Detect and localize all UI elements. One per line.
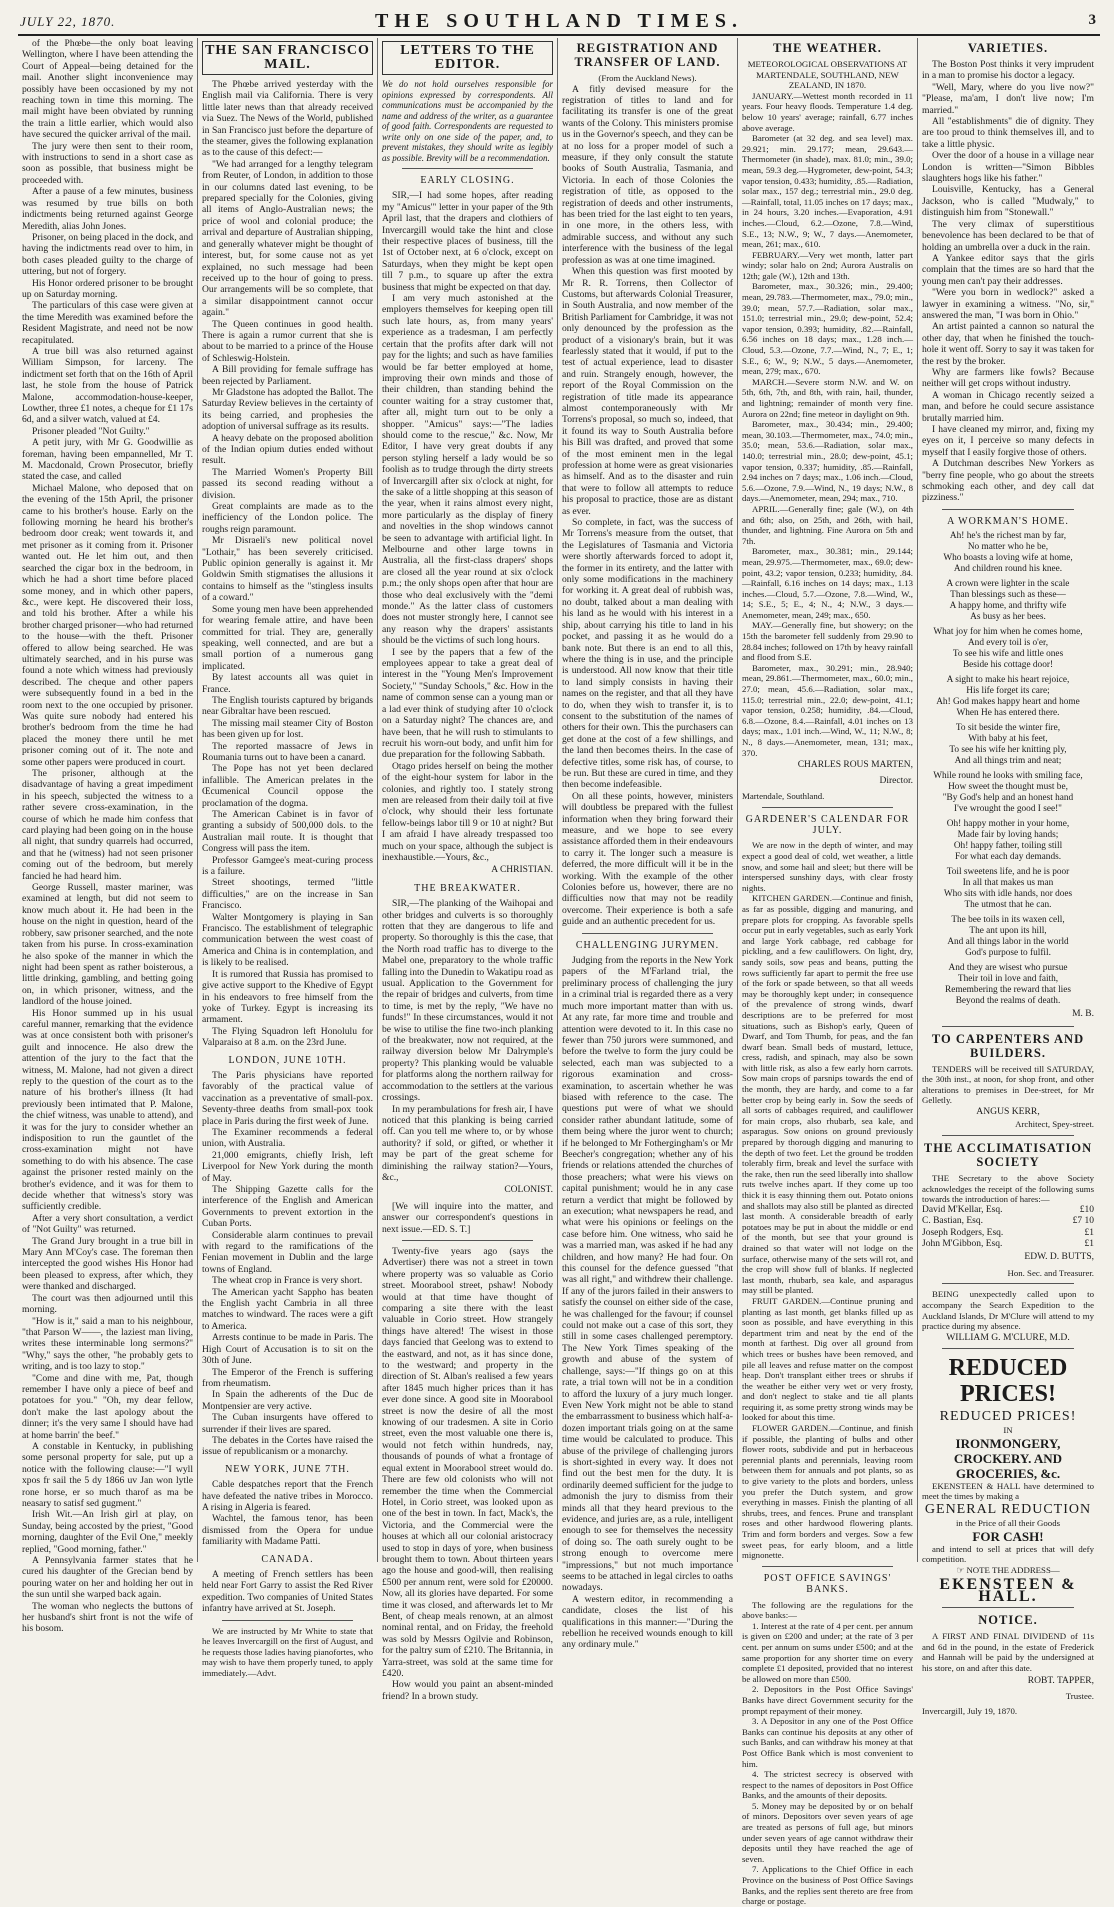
misc-paragraphs	[382, 1246, 553, 1702]
paragraph: Barometer, max., 30.326; min., 29.400; mean, 29.783.—Thermometer, max., 79.0; min., 39.0; mean, 57.7.—Radiation, solar max., 151.0; terrestrial min., 29.0; dew-point, 52.4; vapor tension, 0.393; humidity, .82.—Rainfall, 6.56 inches on 18 days; max., 1.28 inch.—Cloud, 5.3.—Ozone, 7.7.—Wind, N., 7; E., 1; S.E., 6; W., 9; N.W., 5 days.—Anemometer, mean, 279; max., 670.	[742, 281, 913, 377]
poem-line: Who boasts a loving wife at home,	[943, 553, 1073, 564]
pointing-hand-icon: ☞	[956, 1564, 967, 1575]
paragraph: FLOWER GARDEN.—Continue, and finish if possible, the planting of bulbs and other flower roots, subdivide and put in herbaceous perennial plants and perennials, leaving room between them for annuals and pot plants, so as to give variety to the plots and borders, unless you prefer the Dutch system, and grow everything in masses. Finish the planting of all shrubs, trees, and fences. Prune and transplant roses and other hardwood flowering plants. Trim and form borders and verges. Sow a few sweet peas, for early bloom, and a little mignonette.	[742, 1423, 913, 1561]
paragraph: "How is it," said a man to his neighbour, "that Parson W——, the laziest man living, writes these interminable long sermons?" "Why," says the other, "he probably gets to writing, and is too lazy to stop."	[22, 1315, 193, 1373]
canada-news-body	[202, 1569, 373, 1615]
mclure-notice-text: BEING unexpectedly called upon to accompany the Search Expedition to the Auckland Islands, Dr M'Clure will attend to my practice during my absence.	[922, 1289, 1094, 1332]
paragraph: 1. Interest at the rate of 4 per cent. per annum is given on £200 and under; at the rate of 3 per cent. per annum on sums under £500; and at the same proportion for any shorter time on every complete £1 deposited, provided that no interest be allowed on more than £500.	[742, 1620, 913, 1684]
donation-amount: £10	[1079, 1204, 1094, 1215]
poem-line: Beside his cottage door!	[962, 660, 1054, 671]
paragraph: The American yacht Sappho has beaten the English yacht Cambria in all three matches to windward. The races were a gift to America.	[202, 1286, 373, 1332]
reduced-prices-in: IN	[1003, 1425, 1013, 1436]
for-cash: FOR CASH!	[972, 1528, 1044, 1544]
poem-line: What joy for him when he comes home,	[933, 627, 1083, 638]
paragraph: SIR,—I had some hopes, after reading my "Amicus'" letter in your paper of the 9th April last, that the drapers and clothiers of Invercargill would take the hint and close their respective places of business, till the 1st of October next, at 6 o'clock, except on Saturdays, when they might be kept open till 7 p.m., to square up after the extra business that might be expected on that day.	[382, 190, 553, 293]
poem-line: I've wrought the good I see!"	[954, 804, 1062, 815]
challenging-jurymen-heading: CHALLENGING JURYMEN.	[575, 939, 720, 951]
paragraph: Twenty-five years ago (says the Advertiser) there was not a street in town where property was so valuable as Corio street. Moorabool street, pshaw! Nobody would at that time have thought of comparing a site there with the least valuable in Corio street. How strangely things have altered! The wisest in those days fancied that Geelong was to extend to the eastward, and not, as it has since done, to the westward; and property in the direction of St. Alban's realised a few years after 1845 much higher prices than it has ever done since. A good site in Moorabool street is now the desire of all the most knowing of our tradesmen. A site in Corio street, even the most valuable one there is, would not fetch within hundreds, nay, thousands of pounds of what a frontage of equal extent in Moorabool street would do. There are few old colonists who will not remember the time when the Commercial Hotel, in Corio street, was looked upon as one of the best in town. In fact, Mack's, the Victoria, and the Commercial were the houses at which all our colonial aristocracy used to stop in days of yore, when business brought them to town. About thirteen years ago the house and good-will, then realising £500 per annum rent, were sold for £20000. Now, all its glories have departed. For some time it was closed, and afterwards let to Mr Bent, of cheap meals renown, at an almost nominal rental, and on Friday, the freehold was sold by Messrs Ogilvie and Robinson, for the paltry sum of £210. The Britannia, in Yarra-street, was sold at the same time for £420.	[382, 1245, 553, 1679]
paragraph: I am very much astonished at the employers themselves for keeping open till such late hours, as, from many years' experience as a tradesman, I am perfectly certain that the profits after dark will not pay for the lights; and such as have families would be far better employed at home, improving their own minds and those of their children, than standing behind the counter waiting for a stray customer that, after all, might turn out to be only a shopper. "Amicus" says:—"The ladies should come to the rescue," &c. Now, Mr Editor, I have very great doubts if any person styling herself a lady would be so foolish as to trudge through the dirty streets of Invercargill after six o'clock at night, for the sake of a little shopping at this season of the year, when it rains almost every night, more particularly as the display of finery and novelties in the shop windows cannot be seen to advantage with artificial light. In Melbourne and other large towns in Australia, all the first-class drapers' shops are closed all the year round at six o'clock p.m.; the only shops open after that hour are those who deal exclusively with the "demi monde." As the latter class of customers does not muster strongly here, I cannot see any reason why the drapers' assistants should be the victims of such long hours.	[382, 293, 553, 647]
paragraph: The Cuban insurgents have offered to surrender if their lives are spared.	[202, 1412, 373, 1435]
poem-line: Oh! happy mother in your home,	[946, 819, 1070, 830]
paragraph: A Yankee editor says that the girls complain that the times are so hard that the young men can't pay their addresses.	[922, 252, 1094, 287]
paragraph: Why are farmers like fowls? Because neither will get crops without industry.	[922, 366, 1094, 390]
reduced-prices-headline: REDUCED PRICES!	[948, 1355, 1068, 1408]
poem-body	[922, 531, 1094, 1007]
meteorological-subheading: METEOROLOGICAL OBSERVATIONS AT MARTENDALE, SOUTHLAND, NEW ZEALAND, IN 1870.	[747, 59, 908, 91]
paragraph: So complete, in fact, was the success of Mr Torrens's measure from the outset, that the Legislatures of Tasmania and Victoria were shortly afterwards forced to adopt it, the former in its entirety, and the latter with only some modifications in the machinery for working it. A great deal of rubbish was, no doubt, talked about a man dealing with his land as he would with his interest in a ship, about carrying his title to land in his pocket, and passing it as he would do a bank note. But there is an end to all this, where the thing is in use, and the principle is understood. All now know that their title to land simply consists in having their names on the register, and that all they have to do, when they wish to transfer it, is to consent to the substitution of the names of others for their own. This the purchasers can get done at the cost of a few shillings, and the land then becomes theirs. In the case of defective titles, some risk has, of course, to be run. But these are cured in time, and they then become indefeasible.	[562, 517, 733, 791]
donor-name: John M'Gibbon, Esq.	[922, 1239, 1003, 1250]
divider	[942, 1607, 1074, 1608]
article-source: (From the Auckland News).	[598, 73, 697, 83]
new-york-news-body	[202, 1479, 373, 1547]
paragraph: By latest accounts all was quiet in France.	[202, 672, 373, 695]
paragraph: A true bill was also returned against William Simpson, for larceny. The indictment set forth that on the 16th of April last, he stole from the house of Patrick Malone, accommodation-house-keeper, Lowther, three £1 notes, a cheque for £1 17s 6d, and a silver watch, valued at £4.	[22, 345, 193, 426]
dateline-london: LONDON, JUNE 10TH.	[228, 1054, 347, 1066]
paragraph: Walter Montgomery is playing in San Francisco. The establishment of telegraphic communication between the west coast of America and China is in contemplation, and is likely to be realised.	[202, 911, 373, 969]
paragraph: "Well, Mary, where do you live now?" "Please, ma'am, I don't live now; I'm married."	[922, 81, 1094, 116]
poem-line: Beyond the realms of death.	[955, 996, 1061, 1007]
paragraph: How would you paint an absent-minded friend? In a brown study.	[382, 1679, 553, 1702]
gardener-calendar-body	[742, 840, 913, 1560]
paragraph: A fitly devised measure for the registration of titles to land and for facilitating its transfer is one of the great wants of the Colony. This ministers promise us in the Governor's speech, and they can be at no loss for a proper model of such a measure, if they only consult the statute books of South Australia, Tasmania, and Victoria. In each of those Colonies the registration of title, as opposed to the registration of deeds and other instruments, has been tried for the last eight to ten years, in one more, in the others less, with admirable success, and without any such interference with the business of the legal profession as was at one time imagined.	[562, 83, 733, 266]
poem-line: Ah! God makes happy heart and home	[936, 697, 1080, 708]
savings-banks-intro: The following are the regulations for the above banks:—	[742, 1599, 913, 1621]
sf-mail-body	[202, 79, 373, 1049]
donor-name: David M'Kellar, Esq.	[922, 1204, 1003, 1215]
paragraph: The Phœbe arrived yesterday with the English mail via California. There is very little later news than that already received via Suez. The News of the World, published in San Francisco just before the departure of the steamer, gives the following explanation as to the cause of this defect:—	[202, 79, 373, 159]
paragraph: Wachtel, the famous tenor, has been dismissed from the Opera for undue familiarity with Madame Patti.	[202, 1513, 373, 1548]
letter-signature: COLONIST.	[504, 1185, 553, 1196]
paragraph: 3. A Depositor in any one of the Post Office Banks can continue his deposits at any other of such Banks, and can withdraw his money at that Post Office Bank which is most convenient to him.	[742, 1716, 913, 1769]
paragraph: The Pope has not yet been declared infallible. The American prelates in the Œcumenical Council oppose the proclamation of the dogma.	[202, 763, 373, 809]
jurymen-body	[562, 955, 733, 1651]
columns	[18, 38, 1100, 1907]
column-3	[378, 38, 558, 1702]
paragraph: SIR,—The planking of the Waihopai and other bridges and culverts is so thoroughly rotten that they are dangerous to life and property. So thoroughly is this the case, that the North road traffic has to diverge to the Mabel one, preparatory to the whole traffic falling into the Dunedin to Wakatipu road as usual. Application to the Government for the repair of bridges and culverts, from time to time, is met by the reply, "We have no funds!" In these circumstances, would it not be wise to utilise the fine two-inch planking of the breakwater, now not required, at the railway diversion below Mr Dalrymple's property? This planking would be valuable for platforms along the northern railway for accommodation to the settlers at the various crossings.	[382, 898, 553, 1104]
poem-line: And all things labor in the world	[947, 937, 1069, 948]
paragraph: George Russell, master mariner, was examined at length, but did not seem to know much about it. He had been in the house on the night in question, heard of the robbery, saw prisoner searched, and the note taken from his purse. In cross-examination he also spoke of the manner in which the night had been spent as rather boisterous, a little drinking, gambling, and betting going on, in which prisoner, witness, and the landlord of the house joined.	[22, 882, 193, 1008]
carpenters-ad-heading: TO CARPENTERS AND BUILDERS.	[931, 1031, 1085, 1060]
paragraph: The Boston Post thinks it very imprudent in a man to promise his doctor a legacy.	[922, 59, 1094, 82]
poem-line: For what each day demands.	[954, 852, 1062, 863]
poem-line: Remembering the reward that lies	[945, 985, 1071, 996]
paragraph: JANUARY.—Wettest month recorded in 11 years. Four heavy floods. Temperature 1.4 deg. below 10 years' average; rainfall, 6.77 inches above average.	[742, 90, 913, 133]
donation-row	[922, 1228, 1094, 1239]
divider	[762, 1566, 893, 1567]
poem-line: A sight to make his heart rejoice,	[946, 675, 1070, 686]
paragraph: After a pause of a few minutes, business was resumed by true bills on both indictments being returned against George Meredith, alias John Jones.	[22, 186, 193, 232]
newspaper-title: THE SOUTHLAND TIMES.	[374, 10, 744, 32]
donation-row	[922, 1216, 1094, 1227]
donation-list	[922, 1205, 1094, 1251]
notice-signature: ROBT. TAPPER,	[1027, 1675, 1094, 1686]
masthead	[18, 6, 1100, 36]
poem-line: Ah! he's the richest man by far,	[949, 531, 1067, 542]
poem-line: To see his wife her knitting ply,	[949, 745, 1067, 756]
savings-banks-rules	[742, 1621, 913, 1907]
paragraph: APRIL.—Generally fine; gale (W.), on 4th and 6th; also, on 25th, and 26th, with hail, thunder, and lightning. Fine Aurora on 5th and 7th.	[742, 503, 913, 546]
acclimatisation-signature-title: Hon. Sec. and Treasurer.	[1007, 1267, 1094, 1278]
poem-line: A happy home, and thrifty wife	[949, 601, 1067, 612]
weather-signature: CHARLES ROUS MARTEN,	[797, 760, 913, 771]
paragraph: Barometer, max., 30.381; min., 29.144; mean, 29.975.—Thermometer, max., 69.0; dew-point, 43.2; vapor tension, 0.233; humidity, .84.—Rainfall, 6.16 inches on 14 days; max., 1.13 inches.—Cloud, 5.7.—Ozone, 7.8.—Wind, W., 14; S.E., 5; E., 4; N., 4; N.W., 3 days.—Anemometer, mean, 249; max., 650.	[742, 546, 913, 620]
paragraph: FRUIT GARDEN.—Continue pruning and planting as last month, get blanks filled up as soon as possible, and have everything in this department trim and neat by the end of the month at farthest. Dig over all ground from which trees or bushes have been removed, and pile all leaves and refuse matter on the compost heap. Don't transplant either trees or shrubs if the weather be either very wet or very frosty, and don't neglect to stake and tie all plants requiring it, as some pretty strong winds may be looked for about this time.	[742, 1295, 913, 1423]
column-1	[18, 38, 198, 1635]
column-6	[918, 38, 1098, 1716]
london-news-body	[202, 1070, 373, 1458]
paragraph: Over the door of a house in a village near London is written—"Simon Bibbles slaughters hogs like his father."	[922, 150, 1094, 185]
notice-date: Invercargill, July 19, 1870.	[922, 1705, 1018, 1716]
price-of-goods: in the Price of all their Goods	[955, 1518, 1061, 1528]
paragraph: Mr Gladstone has adopted the Ballot. The Saturday Review believes in the certainty of its being carried, and prophesies the adoption of universal suffrage as its results.	[202, 386, 373, 433]
paragraph: Barometer (at 32 deg. and sea level) max. 29.921; min. 29.177; mean, 29.643.—Thermometer (in shade), max. 81.0; min., 39.0; mean, 59.3 deg.—Hygrometer, dew-point, 54.3; vapor tension, 0.433; humidity, .85.—Radiation, solar max., 157 deg.; terrestrial min., 29.0 deg.—Rainfall, total, 11.05 inches on 17 days; max., in 24 hours, 3.20 inches.—Evaporation, 4.91 inches.—Cloud, 6.2.—Ozone, 7.8.—Wind, S.E., 13; N.W., 9; W., 7 days.—Anemometer, mean, 261; max., 610.	[742, 133, 913, 250]
paragraph: Some young men have been apprehended for wearing female attire, and have been committed for trial. They are, generally speaking, well connected, and are but a small portion of a numerous gang implicated.	[202, 603, 373, 672]
editor-note: [We will inquire into the matter, and answer our correspondent's questions in next issue.—ED. S. T.]	[382, 1200, 553, 1235]
donation-amount: £1	[1084, 1227, 1094, 1238]
paragraph: The court was then adjourned until this morning.	[22, 1292, 193, 1316]
paragraph: A heavy debate on the proposed abolition of the Indian opium duties ended without result.	[202, 432, 373, 467]
paragraph: When this question was first mooted by Mr R. R. Torrens, then Collector of Customs, but afterwards Colonial Treasurer, in South Australia, and now member of the British Parliament for Cambridge, it was not only denounced by the profession as the product of a visionary's brain, but it was fearlessly stated that it would, if put to the test of actual experience, lead to disaster and ruin. Strangely enough, however, the report of the Royal Commission on the registration of title made its appearance almost contemporaneously with Mr Torrens's proposal, so much so, indeed, that it found its way to South Australia before his Bill was drafted, and proved that some of the most eminent men in the legal profession at home were as great visionaries as himself. And as to the disaster and ruin that were to follow all attempts to reduce his proposal to practice, those are as distant as ever.	[562, 266, 733, 517]
divider	[942, 1348, 1074, 1349]
paragraph: Otago prides herself on being the mother of the eight-hour system for labor in the colonies, and rightly too. I stately strong men are released from their daily toil at five o'clock, why should their less fortunate fellow-beings labor till 9 or 10 at night? But I am afraid I have already trespassed too much on your space, although the subject is inexhaustible.—Yours, &c.,	[382, 760, 553, 863]
paragraph: The English tourists captured by brigands near Gibraltar have been rescued.	[202, 694, 373, 718]
acclimatisation-text: THE Secretary to the above Society acknowledges the receipt of the following sums towards the introduction of hares:—	[922, 1173, 1094, 1205]
poem-line: Who sits with idle hands, nor does	[943, 889, 1073, 900]
divider	[222, 1620, 353, 1621]
dateline-canada: CANADA.	[261, 1553, 314, 1565]
paragraph: 5. Money may be deposited by or on behalf of minors. Depositors over seven years of age are treated as persons of full age, but minors under seven years of age cannot withdraw their deposits until they have reached the age of seven.	[742, 1800, 913, 1864]
notice-signature-title: Trustee.	[1065, 1690, 1094, 1701]
dateline-new-york: NEW YORK, JUNE 7TH.	[225, 1463, 350, 1475]
divider	[942, 1026, 1074, 1027]
paragraph: 7. Applications to the Chief Office in each Province on the business of Post Office Savings Banks, and the replies sent thereto are free from charge or postage.	[742, 1864, 913, 1907]
notice-heading: NOTICE.	[978, 1613, 1038, 1628]
reduced-prices-text-2: and intend to sell at prices that will defy competition.	[922, 1543, 1094, 1565]
paragraph: We are now in the depth of winter, and may expect a good deal of cold, wet weather, a little snow, and some hail and sleet; but there will be interspersed sunshiny days, with clear frosty nights.	[742, 840, 913, 893]
paragraph: The woman who neglects the buttons of her husband's shirt front is not the wife of his bosom.	[22, 1600, 193, 1635]
page-number: 3	[1088, 12, 1096, 28]
weather-records	[742, 91, 913, 758]
paragraph: Judging from the reports in the New York papers of the M'Farland trial, the preliminary process of challenging the jury in a criminal trial is regarded there as a very much more important matter than with us. At any rate, far more time and trouble and attention were devoted to it. In this case no fewer than 750 jurors were summoned, and before the twelve to form the jury could be selected, each man was subjected to a rigorous examination and cross-examination, to ascertain whether he was biased with reference to the case. The questions put were of what we should consider rather abundant latitude, some of them being where the juror went to church; if he belonged to Mr Fothergingham's or Mr Beecher's congregation; whether any of his friends or relations attended the churches of those preachers; what were his views on capital punishment; would he in any case return a verdict that might be followed by an execution; what newspapers he read, and what were his opinions or feelings on the case before him. One witness, who said he was a married man, was asked if he had any children, and how many? He had four. On this counsel for the defence guessed "that was all right," and withdrew their challenge. If any of the jurors failed in their answers to satisfy the counsel on either side of the case, he was challenged for the favour; if counsel could not make out a case of this sort, they still in some cases challenged peremptory. The New York Times speaking of the growth and abuse of the system of challenge, says:—"If things go on at this rate, a trial town will not be in a condition to afford the luxury of a jury much longer. Even New York might not be able to stand the embarrassment to business which half-a-dozen important trials going on at the same time would be calculated to produce. This abuse of the privilege of challenging jurors is short-sighted in every way. It does not find out the best men for the duty. It is ordinarily deemed sufficient for the judge to admonish the jury to dismiss from their minds all that they heard previous to the evidence, and juries are, as a rule, intelligent enough to see for themselves the necessity of doing so. The oath surely ought to be strong enough to overcome mere "impressions," but not much importance seems to be attached in legal circles to oaths nowadays.	[562, 955, 734, 1594]
paragraph: His Honor ordered prisoner to be brought up on Saturday morning.	[22, 277, 193, 300]
paragraph: The particulars of this case were given at the time Meredith was examined before the Resident Magistrate, and need not be now recapitulated.	[22, 300, 193, 346]
acclimatisation-signature: EDW. D. BUTTS,	[1024, 1252, 1094, 1263]
breakwater-heading: THE BREAKWATER.	[414, 882, 521, 894]
poem-line: God's purpose to fulfil.	[965, 948, 1051, 959]
donation-amount: £1	[1084, 1239, 1094, 1250]
poem-line: Than blessings such as these—	[950, 590, 1066, 601]
paragraph: A Pennsylvania farmer states that he cured his daughter of the Grecian bend by pouring water on her and holding her out in the sun until she warped back again.	[22, 1555, 193, 1601]
donation-row	[922, 1205, 1094, 1216]
registration-body	[562, 84, 733, 928]
paragraph: The reported massacre of Jews in Roumania turns out to have been a canard.	[202, 740, 373, 763]
paragraph: The Married Women's Property Bill passed its second reading without a division.	[202, 466, 373, 501]
donation-amount: £7 10	[1072, 1216, 1094, 1227]
poem-line: "By God's help and an honest hand	[942, 793, 1074, 804]
paragraph: It is rumored that Russia has promised to give active support to the Khedive of Egypt in his endeavors to free himself from the yoke of Turkey. Egypt is increasing its armament.	[202, 968, 373, 1026]
paragraph: I have cleaned my mirror, and, fixing my eyes on it, I perceive so many defects in myself that I easily forgive those of others.	[922, 424, 1094, 458]
poem-line: The bee toils in its waxen cell,	[951, 915, 1065, 926]
paragraph: The prisoner, although at the disadvantage of having a great impediment in his speech, subjected the witness to a rather severe cross-examination, in the course of which he made him confess that card playing had been going on in the house all night, that sundry quarrels had occurred, and that he (witness) had not seen prisoner coming out of the bedroom, but merely fancied he had heard him.	[22, 768, 193, 882]
poem-line: His life forget its care;	[966, 686, 1050, 697]
poem-line: And every toil is o'er,	[967, 638, 1049, 649]
paragraph: Great complaints are made as to the inefficiency of the London police. The roughs reign paramount.	[202, 501, 373, 535]
donor-name: Joseph Rodgers, Esq.	[922, 1227, 1004, 1238]
column-2	[198, 38, 378, 1678]
issue-date: JULY 22, 1870.	[20, 14, 116, 29]
paragraph: Professor Gamgee's meat-curing process is a failure.	[202, 854, 373, 878]
san-francisco-mail-heading: THE SAN FRANCISCO MAIL.	[202, 41, 373, 75]
poem-line: Toil sweetens life, and he is poor	[946, 867, 1070, 878]
paragraph: FEBRUARY.—Very wet month, latter part windy; solar halo on 2nd; Aurora Australis on 12th; gale (W.), 12th and 13th.	[742, 249, 913, 281]
poem-line: While round he looks with smiling face,	[933, 771, 1083, 782]
poem-line: A crown were lighter in the scale	[946, 579, 1070, 590]
paragraph: "We had arranged for a lengthy telegram from Reuter, of London, in addition to those in our columns dated last evening, to be prepared specially for the Colonies, giving all items of Anglo-Australian news; the price of wool and colonial produce; the arrival and departure of Australian shipping, and generally whatever might be thought of interest, but, for some cause not as yet explained, no such message had been received up to the hour of going to press. Our arrangements will be so complete, that a similar disappointment cannot occur again."	[202, 158, 373, 319]
paragraph: Considerable alarm continues to prevail with regard to the ramifications of the Fenian movement in Dublin and the large towns of England.	[202, 1229, 373, 1275]
poem-line: To sit beside the winter fire,	[955, 723, 1061, 734]
paragraph: Arrests continue to be made in Paris. The High Court of Accusation is to sit on the 30th of June.	[202, 1332, 373, 1367]
poem-line: And children round his knee.	[953, 564, 1063, 575]
poem-signature: M. B.	[1072, 1009, 1094, 1020]
poem-line: The ant upon its hill,	[969, 926, 1047, 937]
paragraph: Michael Malone, who deposed that on the evening of the 15th April, the prisoner came to his brother's house. Early on the following morning he heard his brother's bedroom door creak; went towards it, and met prisoner as it coming from it. Prisoner wanted out. He let him out, and then searched the cigar box in the bedroom, in which he had a short time before placed some money, and in which other papers, &c., were kept. He discovered their loss, and told his brother. After a while his brother charged prisoner—who had returned to the house—with the theft. Prisoner offered to allow being searched. He was ultimately searched, and in his purse was found a note which witness had previously described. The cheque and other papers were subsequently found in a bed in the room next to the one occupied by prisoner. Was quite sure nobody had entered his brother's bedroom from the time he had placed the money there until he met prisoner coming out of it. The note and some other papers were produced in court.	[22, 482, 193, 768]
paragraph: Mr Disraeli's new political novel "Lothair," has been severely criticised. Public opinion generally is against it. Mr Goldwin Smith stigmatises the allusions it contains to himself as the "stingless insults of a coward."	[202, 535, 373, 604]
paragraph: Cable despatches report that the French have defeated the native tribes in Morocco. A rising in Algeria is feared.	[202, 1479, 373, 1513]
paragraph: A western editor, in recommending a candidate, closes the list of his qualifications in this manner:—"During the rebellion he received wounds enough to kill any ordinary mule."	[562, 1593, 733, 1651]
reduced-prices-sub: REDUCED PRICES!	[939, 1409, 1077, 1425]
paragraph: The very climax of superstitious benevolence has been declared to be that of holding an umbrella over a duck in the rain.	[922, 218, 1094, 253]
paragraph: His Honor summed up in his usual careful manner, remarking that the evidence was at once consistent both with prisoner's guilt and innocence. He also drew the attention of the jury to the fact that the witness, M. Malone, had not given a direct reply to the question of the court as to the nature of his brother's illness (It had previously been intimated that P. Malone, the chief witness, was unable to attend), and it was for the jury to consider whether an indisposition to run the gauntlet of the cross-examination might not have something to do with his absence. The case against the prisoner rested mainly on the brother's evidence, and it was for them to decide whether that witness's story was sufficiently credible.	[22, 1007, 193, 1213]
poem-line: Made fair by loving hands;	[957, 830, 1059, 841]
paragraph: The Paris physicians have reported favorably of the practical value of vaccination as a preventative of small-pox. Seventy-three deaths from small-pox took place in Paris during the first week of June.	[202, 1069, 373, 1127]
paragraph: "Come and dine with me, Pat, though remember I have only a piece of beef and potatoes for you." "Oh, my dear fellow, don't make the last apology about the dinner; it's the very same I should have had at home barrin' the beef."	[22, 1372, 193, 1441]
registration-heading: REGISTRATION AND TRANSFER OF LAND.	[574, 41, 721, 69]
notice-text: A FIRST AND FINAL DIVIDEND of 11s and 6d in the pound, in the estate of Frederick and Hannah will be paid by the undersigned at his store, on and after this date.	[922, 1631, 1094, 1673]
note-address-label: NOTE THE ADDRESS—	[966, 1564, 1060, 1575]
paragraph: The debates in the Cortes have raised the issue of republicanism or a monarchy.	[202, 1434, 373, 1458]
paragraph: MARCH.—Severe storm N.W. and W. on 5th, 6th, 7th, and 8th, with rain, hail, thunder, and lightning; remainder of month very fine. Aurora on 22nd; fine meteor in daylight on 9th.	[742, 376, 913, 419]
paragraph: The Examiner recommends a federal union, with Australia.	[202, 1126, 373, 1150]
poem-line: The utmost that he can.	[964, 900, 1052, 911]
paragraph: Irish Wit.—An Irish girl at play, on Sunday, being accosted by the priest, "Good morning, daughter of the Evil One," meekly replied, "Good morning, father."	[22, 1509, 193, 1555]
weather-signature-title: Director.	[879, 775, 913, 786]
paragraph: The jury were then sent to their room, with instructions to send in a short case as soon as possible, that business might be proceeded with.	[22, 140, 193, 186]
paragraph: I see by the papers that a few of the employees appear to take a great deal of interest in the "Young Men's Improvement Society," "Sunday Schools," &c. How in the name of common sense can a young man or a lad ever think of studying after 10 o'clock on a Saturday night? The chances are, and have been, that he will rush to stimulants to recruit his worn-out body, and unfit him for due preparation for the following Sabbath.	[382, 646, 553, 761]
paragraph: The American Cabinet is in favor of granting a subsidy of 500,000 dols. to the Australian mail route. It is thought that Congress will pass the item.	[202, 809, 373, 855]
paragraph: An artist painted a cannon so natural the other day, that when he finished the touch-hole it went off. Sorry to say it was taken for the rest by the broker.	[922, 321, 1094, 367]
paragraph: A woman in Chicago recently seized a man, and before he could secure assistance brutally married him.	[922, 389, 1094, 424]
early-closing-heading: EARLY CLOSING.	[420, 175, 515, 186]
paragraph: MAY.—Generally fine, but showery; on the 15th the barometer fell suddenly from 29.90 to 28.84 inches; followed on 17th by heavy rainfall and flood from S.E.	[742, 620, 914, 663]
paragraph: A Dutchman describes New Yorkers as "berry fine people, who go about the streets schmoking each other, and dey call dat pizziness."	[922, 458, 1094, 504]
weather-heading: THE WEATHER.	[773, 41, 882, 55]
paragraph: Barometer, max., 30.291; min., 28.940; mean, 29.861.—Thermometer, max., 60.0; min., 27.0; mean, 45.6.—Radiation, solar max., 115.0; terrestrial min., 22.0; dew-point, 41.1; vapor tension, 0.258; humidity, .84.—Cloud, 6.8.—Ozone, 8.4.—Rainfall, 4.01 inches on 13 days; max., 1.01 inch.—Wind, W., 11; N.W., 8; N., 8 days.—Anemometer, mean, 131; max., 370.	[742, 662, 913, 758]
poem-line: Their toil in love and faith,	[957, 974, 1059, 985]
paragraph: All "establishments" die of dignity. They are too proud to think themselves ill, and to take a little physic.	[922, 116, 1094, 150]
paragraph: The Emperor of the French is suffering from rheumatism.	[202, 1366, 373, 1389]
varieties-body	[922, 59, 1094, 504]
reduced-prices-text: EKENSTEEN & HALL have determined to meet the times by making a	[922, 1480, 1094, 1502]
poem-line: How sweet the thought must be,	[948, 782, 1068, 793]
paragraph: A petit jury, with Mr G. Goodwillie as foreman, having been empannelled, Mr T. M. Macdonald, Crown Prosecutor, briefly stated the case, and called	[22, 437, 193, 483]
acclimatisation-heading: THE ACCLIMATISATION SOCIETY	[923, 1141, 1093, 1170]
paragraph: The Grand Jury brought in a true bill in Mary Ann M'Coy's case. The foreman then intercepted the good wishes His Honor had been pleased to express, after which, they were thanked and discharged.	[22, 1235, 193, 1293]
poem-line: And they are wisest who pursue	[948, 963, 1068, 974]
divider	[942, 1135, 1074, 1136]
gardener-calendar-heading: GARDENER'S CALENDAR FOR JULY.	[745, 813, 910, 836]
weather-place: Martendale, Southland.	[742, 791, 825, 801]
paragraph: The Shipping Gazette calls for the interference of the English and American Governments to prevent extortion in the Cuban Ports.	[202, 1184, 373, 1230]
poem-line: As busy as her bees.	[970, 612, 1046, 623]
poem-line: Oh! happy father, toiling still	[953, 841, 1063, 852]
poem-line: With baby at his feet,	[968, 734, 1048, 745]
early-closing-letter	[382, 190, 553, 863]
poem-line: When He has entered there.	[956, 708, 1060, 719]
carpenters-ad-text: TENDERS will be received till SATURDAY, the 30th inst., at noon, for shop front, and other alterations to premises in Dee-street, for Mr Gelletly.	[922, 1063, 1094, 1106]
reduced-prices-goods: IRONMONGERY, CROCKERY. AND GROCERIES, &c.	[953, 1435, 1063, 1481]
divider	[762, 807, 893, 808]
paragraph: Street shootings, termed "little difficulties," are on the increase in San Francisco.	[202, 877, 373, 912]
divider	[942, 509, 1074, 510]
donor-name: C. Bastian, Esq.	[922, 1216, 983, 1227]
carpenters-ad-signature: ANGUS KERR,	[976, 1106, 1040, 1118]
paragraph: 21,000 emigrants, chiefly Irish, left Liverpool for New York during the month of May.	[202, 1149, 373, 1184]
paragraph: Barometer, max., 30.434; min., 29.400; mean, 30.103.—Thermometer, max., 74.0; min., 35.0; mean, 53.6.—Radiation, solar max., 140.0; terrestrial min., 28.0; dew-point, 45.1; vapor tension, 0.337; humidity, .85.—Rainfall, 2.94 inches on 7 days; max., 1.06 inch.—Cloud, 5.6.—Ozone, 7.9.—Wind, N., 19 days; N.W., 8 days.—Anemometer, mean, 294; max., 710.	[742, 419, 913, 504]
paragraph: On all these points, however, ministers will doubtless be prepared with the fullest information when they bring forward their measure, and we hope to see every assistance afforded them in their endeavours to carry it. The longer such a measure is deferred, the more difficult will it be in the working. With the example of the other Colonies before us, however, there are no difficulties now that may not be readily overcome. Their experience is both a safe guide and an authentic precedent for us.	[562, 790, 733, 928]
paragraph: A constable in Kentucky, in publishing some personal property for sale, put up a notice with the following clause:—"I wyll xpos fr sail the 5 dy 1866 uv Jan won lytle rone horse, er so much tharof as ma be neasary to satisf sed gugment."	[22, 1440, 193, 1509]
divider	[402, 168, 533, 169]
letter-signature: A CHRISTIAN.	[491, 865, 553, 876]
column-5	[738, 38, 918, 1907]
paragraph: Prisoner, on being placed in the dock, and having the indictments read over to him, in both cases pleaded guilty to the charge of uttering, but not of forgery.	[22, 231, 193, 278]
poem-line: To see his wife and little ones	[952, 649, 1064, 660]
savings-banks-heading: POST OFFICE SAVINGS' BANKS.	[763, 1572, 892, 1596]
varieties-heading: VARIETIES.	[967, 41, 1049, 55]
paragraph: of the Phœbe—the only boat leaving Wellington, where I have been attending the Court of Appeal—being detained for the mail. Another slight inconvenience may possibly have been occasioned by my not reaching town in time this morning. The mail might have been obviated by running the train a little earlier, which would also have secured the quicker arrival of the mail.	[22, 38, 193, 141]
poem-title: A WORKMAN'S HOME.	[947, 515, 1069, 527]
paragraph: Louisville, Kentucky, has a General Jackson, who is called "Mudwaly," to distinguish him from "Stonewall."	[922, 184, 1094, 219]
mclure-signature: WILLIAM G. M'CLURE, M.D.	[946, 1331, 1070, 1343]
divider	[402, 1240, 533, 1241]
carpenters-ad-signature-title: Architect, Spey-street.	[1015, 1119, 1094, 1130]
column-4	[558, 38, 738, 1651]
donation-row	[922, 1239, 1094, 1250]
divider	[582, 933, 713, 934]
breakwater-letter	[382, 898, 553, 1183]
paragraph: Prisoner pleaded "Not Guilty."	[32, 425, 150, 437]
paragraph: A Bill providing for female suffrage has been rejected by Parliament.	[202, 364, 373, 387]
poem-line: No matter who he be,	[967, 542, 1049, 553]
paragraph: In Spain the adherents of the Duc de Montpensier are very active.	[202, 1389, 373, 1412]
paragraph: "Were you born in wedlock?" asked a lawyer in examining a witness. "No, sir," answered the man, "I was born in Ohio."	[922, 287, 1094, 321]
paragraph: The missing mail steamer City of Boston has been given up for lost.	[202, 717, 373, 741]
note-address	[922, 1565, 1094, 1576]
paragraph: KITCHEN GARDEN.—Continue and finish, as far as possible, digging and manuring, and prepare plots for cropping. As favorable spells occur put in early vegetables, such as early York and large York cabbage, red cabbage for pickling, and a few cauliflowers. On light, dry, sandy soils, sow peas and beans, putting the rows sufficiently far apart to permit the free use of the fork or spade between, so that all weeds may be thoroughly kept under; in consequence of the prevalence of strong winds, dwarf descriptions are to be preferred for most situations, such as Bishop's early, Queen of Dwarf, and Tom Thumb, for peas, and the fan dwarf bean. Small beds of mustard, lettuce, cress, radish, and spinach, may also be sown with little risk, as also a few early horn carrots. Sow main crops of parsnips towards the end of the month, they are hardy, and come to a far better crop by being early in. Sow the seeds of all sorts of cabbages required, and cauliflower for main crops, also rhubarb, sea kale, and asparagus. Sow onions on ground previously prepared by thorough digging and manuring to the depth of two feet. Let the ground be trodden tolerably firm, break and level the surface with the rake, then run the seed liberally into shallow ruts twelve inches apart. If they come up too thick it is easy thinning them out. Potato onions and shallots may also still be planted as directed last month. A considerable breadth of early potatoes may be put in about the middle or end of the month, but see that your ground is drained so that water will not lodge on the surface, otherwise many of the sets will rot, and the crop will show full of blanks. If neglected last month, rhubarb, sea kale, and asparagus may still be planted.	[742, 893, 913, 1296]
ekensteen-hall-name: EKENSTEEN & HALL.	[939, 1576, 1077, 1605]
paragraph: The wheat crop in France is very short.	[212, 1275, 363, 1287]
paragraph: After a very short consultation, a verdict of "Not Guilty" was returned.	[22, 1212, 193, 1236]
paragraph: In my perambulations for fresh air, I have noticed that this planking is being carried off. Can you tell me where to, or by whose authority? if sold, or gifted, or whether it may be part of the great scheme for diminishing the railway station?—Yours, &c.,	[382, 1103, 553, 1183]
paragraph: A meeting of French settlers has been held near Fort Garry to assist the Red River expedition. Two companies of United States infantry have arrived at St. Joseph.	[202, 1569, 373, 1615]
letters-heading: LETTERS TO THE EDITOR.	[382, 41, 553, 75]
paragraph: The Queen continues in good health. There is again a rumor current that she is about to be married to a prince of the House of Schleswig-Holstein.	[202, 318, 373, 364]
poem-line: And all things trim and neat;	[954, 756, 1062, 767]
paragraph: 2. Depositors in the Post Office Savings' Banks have direct Government security for the prompt repayment of their money.	[742, 1684, 913, 1716]
paragraph: 4. The strictest secrecy is observed with respect to the names of depositors in Post Office Banks, and the amounts of their deposits.	[742, 1769, 913, 1801]
paragraph: The Flying Squadron left Honolulu for Valparaiso at 8 a.m. on the 23rd June.	[202, 1025, 373, 1049]
poem-line: In all that makes us man	[962, 878, 1054, 889]
piano-tuning-advertisement: We are instructed by Mr White to state that he leaves Invercargill on the first of August, and he requests those ladies having pianofortes, who may wish to have them properly tuned, to apply immediately.—Advt.	[202, 1625, 373, 1678]
editor-disclaimer: We do not hold ourselves responsible for opinions expressed by correspondents. All communications must be accompanied by the name and address of the writer, as a guarantee of good faith. Correspondents are requested to write only on one side of the paper, and, to prevent mistakes, they should write as legibly as possible. Brevity will be a recommendation.	[382, 79, 553, 163]
general-reduction: GENERAL REDUCTION	[924, 1502, 1092, 1517]
divider	[942, 1283, 1074, 1284]
